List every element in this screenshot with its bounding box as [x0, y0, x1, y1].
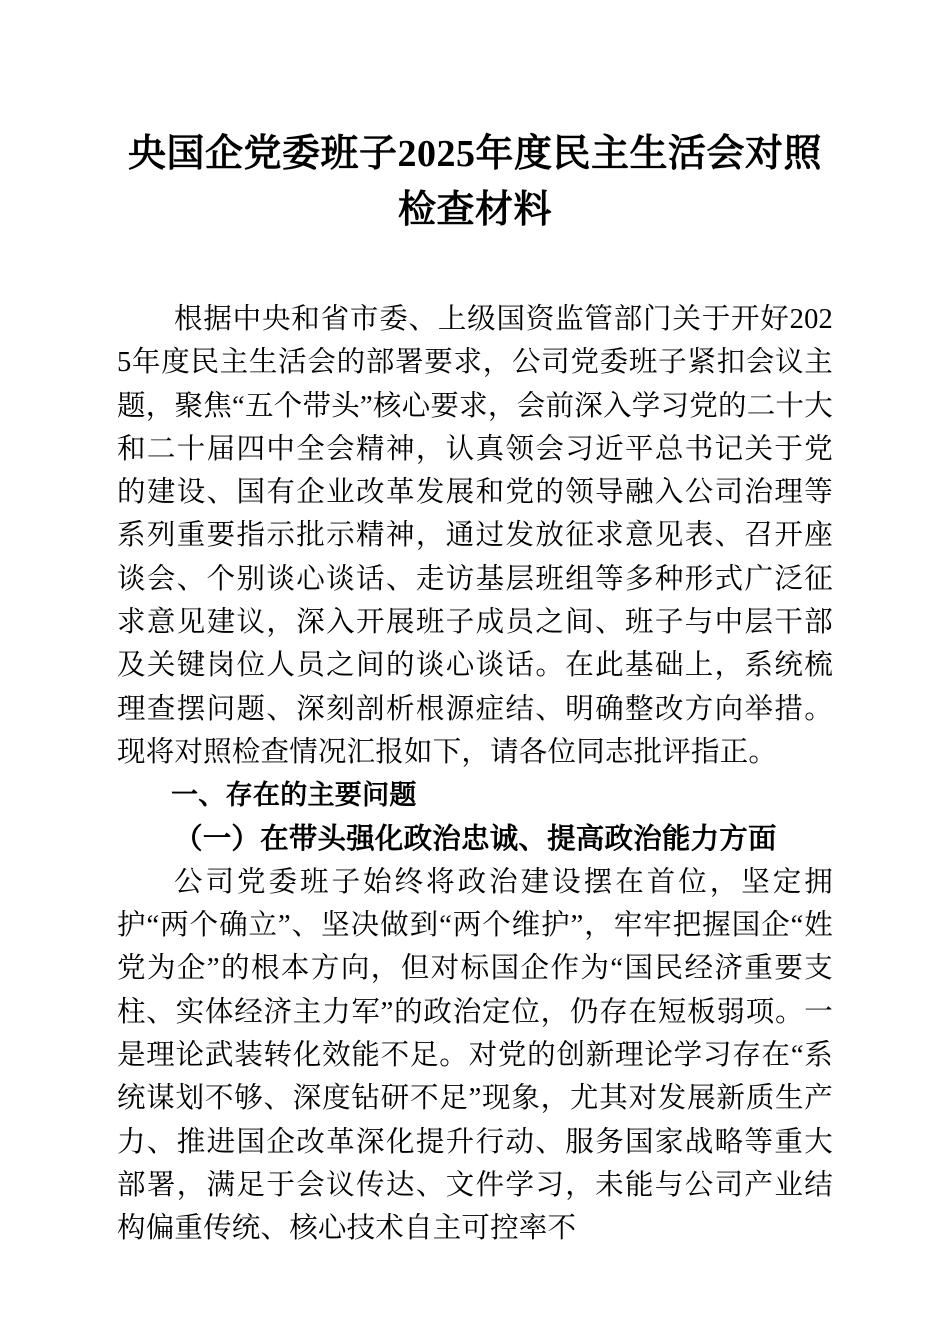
subsection-heading-1-1: （一）在带头强化政治忠诚、提高政治能力方面 — [174, 823, 777, 855]
document-content-column — [117, 0, 833, 1251]
section-heading-1: 一、存在的主要问题 — [171, 780, 417, 811]
paragraph-intro: 根据中央和省市委、上级国资监管部门关于开好2025年度民主生活会的部署要求，公司党委班子紧扣会议主题，聚焦“五个带头”核心要求，会前深入学习党的二十大和二十届四中全会精神，认真领会习近平总书记关于党的建设、国有企业改革发展和党的领导融入公司治理等系列重要指示批示精神，通过发放征求意见表、召开座谈会、个别谈心谈话、走访基层班组等多种形式广泛征求意见建议，深入开展班子成员之间、班子与中层干部及关键岗位人员之间的谈心谈话。在此基础上，系统梳理查摆问题、深刻剖析根源症结、明确整改方向举措。现将对照检查情况汇报如下，请各位同志批评指正。 — [117, 304, 833, 768]
page-title: 央国企党委班子2025年度民主生活会对照检查材料 — [127, 133, 822, 231]
paragraph-section-1-1: 公司党委班子始终将政治建设摆在首位，坚定拥护“两个确立”、坚决做到“两个维护”，牢牢把握国企“姓党为企”的根本方向，但对标国企作为“国民经济重要支柱、实体经济主力军”的政治定位，仍存在短板弱项。一是理论武装转化效能不足。对党的创新理论学习存在“系统谋划不够、深度钻研不足”现象，尤其对发展新质生产力、推进国企改革深化提升行动、服务国家战略等重大部署，满足于会议传达、文件学习，未能与公司产业结构偏重传统、核心技术自主可控率不 — [117, 866, 833, 1245]
